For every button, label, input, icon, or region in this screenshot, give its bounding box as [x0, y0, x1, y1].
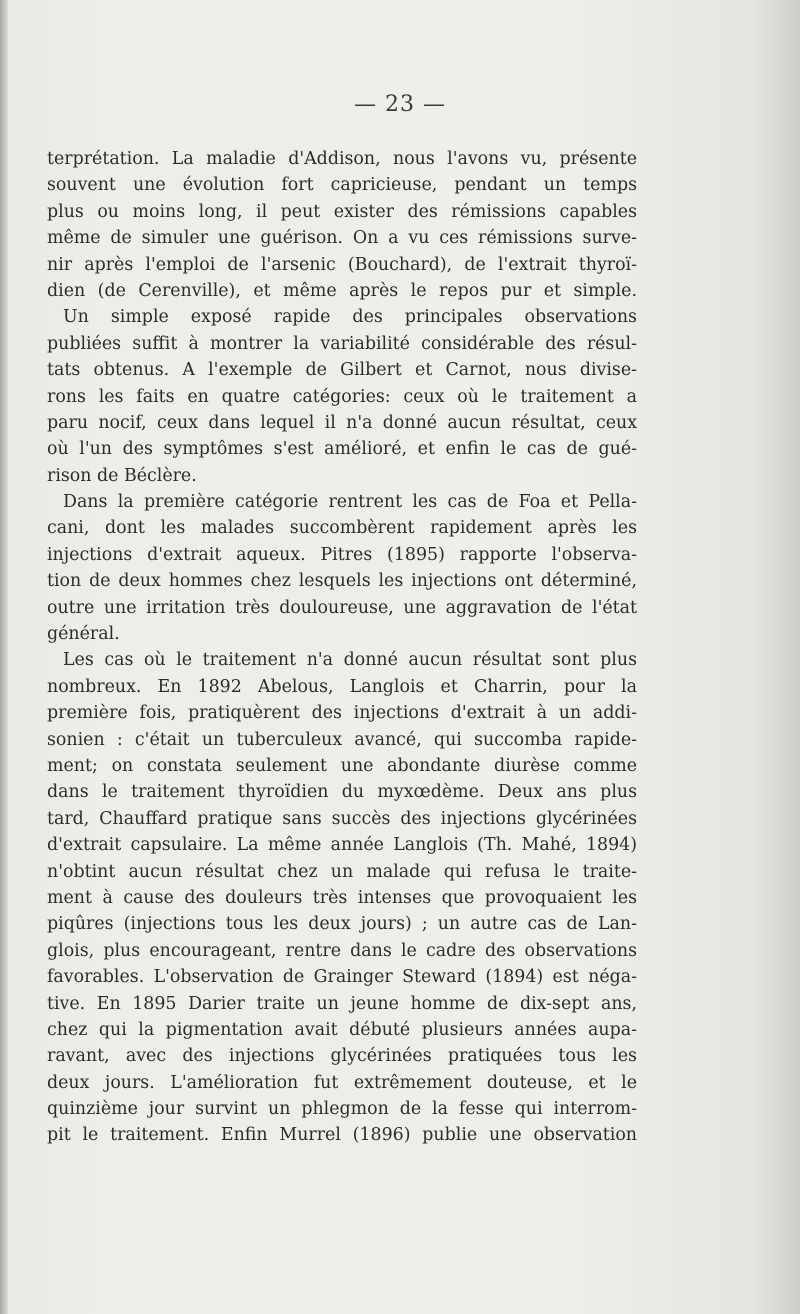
text-line: paru nocif, ceux dans lequel il n'a donné aucun résultat, ceux [47, 412, 637, 433]
text-line: Un simple exposé rapide des principales observations [63, 307, 637, 328]
text-line: rons les faits en quatre catégories: ceux où le traitement a [47, 386, 637, 407]
text-line: piqûres (injections tous les deux jours) ; un autre cas de Lan- [47, 914, 637, 935]
text-line: terprétation. La maladie d'Addison, nous l'avons vu, présente [47, 149, 637, 169]
text-line: même de simuler une guérison. On a vu ces rémissions surve- [47, 228, 637, 249]
text-line: Les cas où le traitement n'a donné aucun résultat sont plus [63, 650, 637, 671]
text-line: cani, dont les malades succombèrent rapidement après les [47, 518, 637, 539]
text-line: quinzième jour survint un phlegmon de la fesse qui interrom- [47, 1099, 637, 1120]
text-line: favorables. L'observation de Grainger Steward (1894) est néga- [47, 967, 637, 988]
text-line: nombreux. En 1892 Abelous, Langlois et Charrin, pour la [47, 676, 637, 697]
text-line: ravant, avec des injections glycérinées pratiquées tous les [47, 1046, 637, 1067]
page-number: — 23 — [354, 92, 446, 117]
text-line: chez qui la pigmentation avait débuté plusieurs années aupa- [47, 1019, 637, 1040]
body-text [47, 146, 637, 1149]
text-line: tion de deux hommes chez lesquels les injections ont déterminé, [47, 571, 637, 592]
text-line: d'extrait capsulaire. La même année Langlois (Th. Mahé, 1894) [47, 835, 637, 856]
text-line: glois, plus encourageant, rentre dans le cadre des observations [47, 940, 637, 961]
text-line: dien (de Cerenville), et même après le repos pur et simple. [47, 280, 637, 301]
text-line: ment; on constata seulement une abondante diurèse comme [47, 755, 637, 776]
text-line: outre une irritation très douloureuse, une aggravation de l'état [47, 597, 637, 618]
text-line: rison de Béclère. [47, 465, 197, 486]
text-line: ment à cause des douleurs très intenses que provoquaient les [47, 887, 637, 908]
text-line: plus ou moins long, il peut exister des rémissions capables [47, 201, 637, 222]
text-line: première fois, pratiquèrent des injections d'extrait à un addi- [47, 703, 637, 724]
text-line: tive. En 1895 Darier traite un jeune homme de dix-sept ans, [47, 993, 637, 1014]
text-line: publiées suffit à montrer la variabilité considérable des résul- [47, 333, 637, 354]
text-line: dans le traitement thyroïdien du myxœdème. Deux ans plus [47, 782, 637, 803]
text-line: deux jours. L'amélioration fut extrêmement douteuse, et le [47, 1072, 637, 1093]
text-line: tard, Chauffard pratique sans succès des injections glycérinées [47, 808, 637, 829]
text-line: général. [47, 624, 120, 645]
text-line: tats obtenus. A l'exemple de Gilbert et Carnot, nous divise- [47, 360, 637, 381]
text-line: sonien : c'était un tuberculeux avancé, qui succomba rapide- [47, 729, 637, 750]
page-gutter-shadow [0, 0, 8, 1314]
text-line: nir après l'emploi de l'arsenic (Bouchard), de l'extrait thyroï- [47, 254, 637, 275]
text-line: Dans la première catégorie rentrent les cas de Foa et Pella- [63, 492, 637, 513]
text-line: souvent une évolution fort capricieuse, pendant un temps [47, 175, 637, 196]
text-line: injections d'extrait aqueux. Pitres (1895) rapporte l'observa- [47, 544, 637, 565]
text-line: où l'un des symptômes s'est amélioré, et enfin le cas de gué- [47, 439, 637, 460]
text-line: pit le traitement. Enfin Murrel (1896) publie une observation [47, 1125, 637, 1146]
text-line: n'obtint aucun résultat chez un malade qui refusa le traite- [47, 861, 637, 882]
